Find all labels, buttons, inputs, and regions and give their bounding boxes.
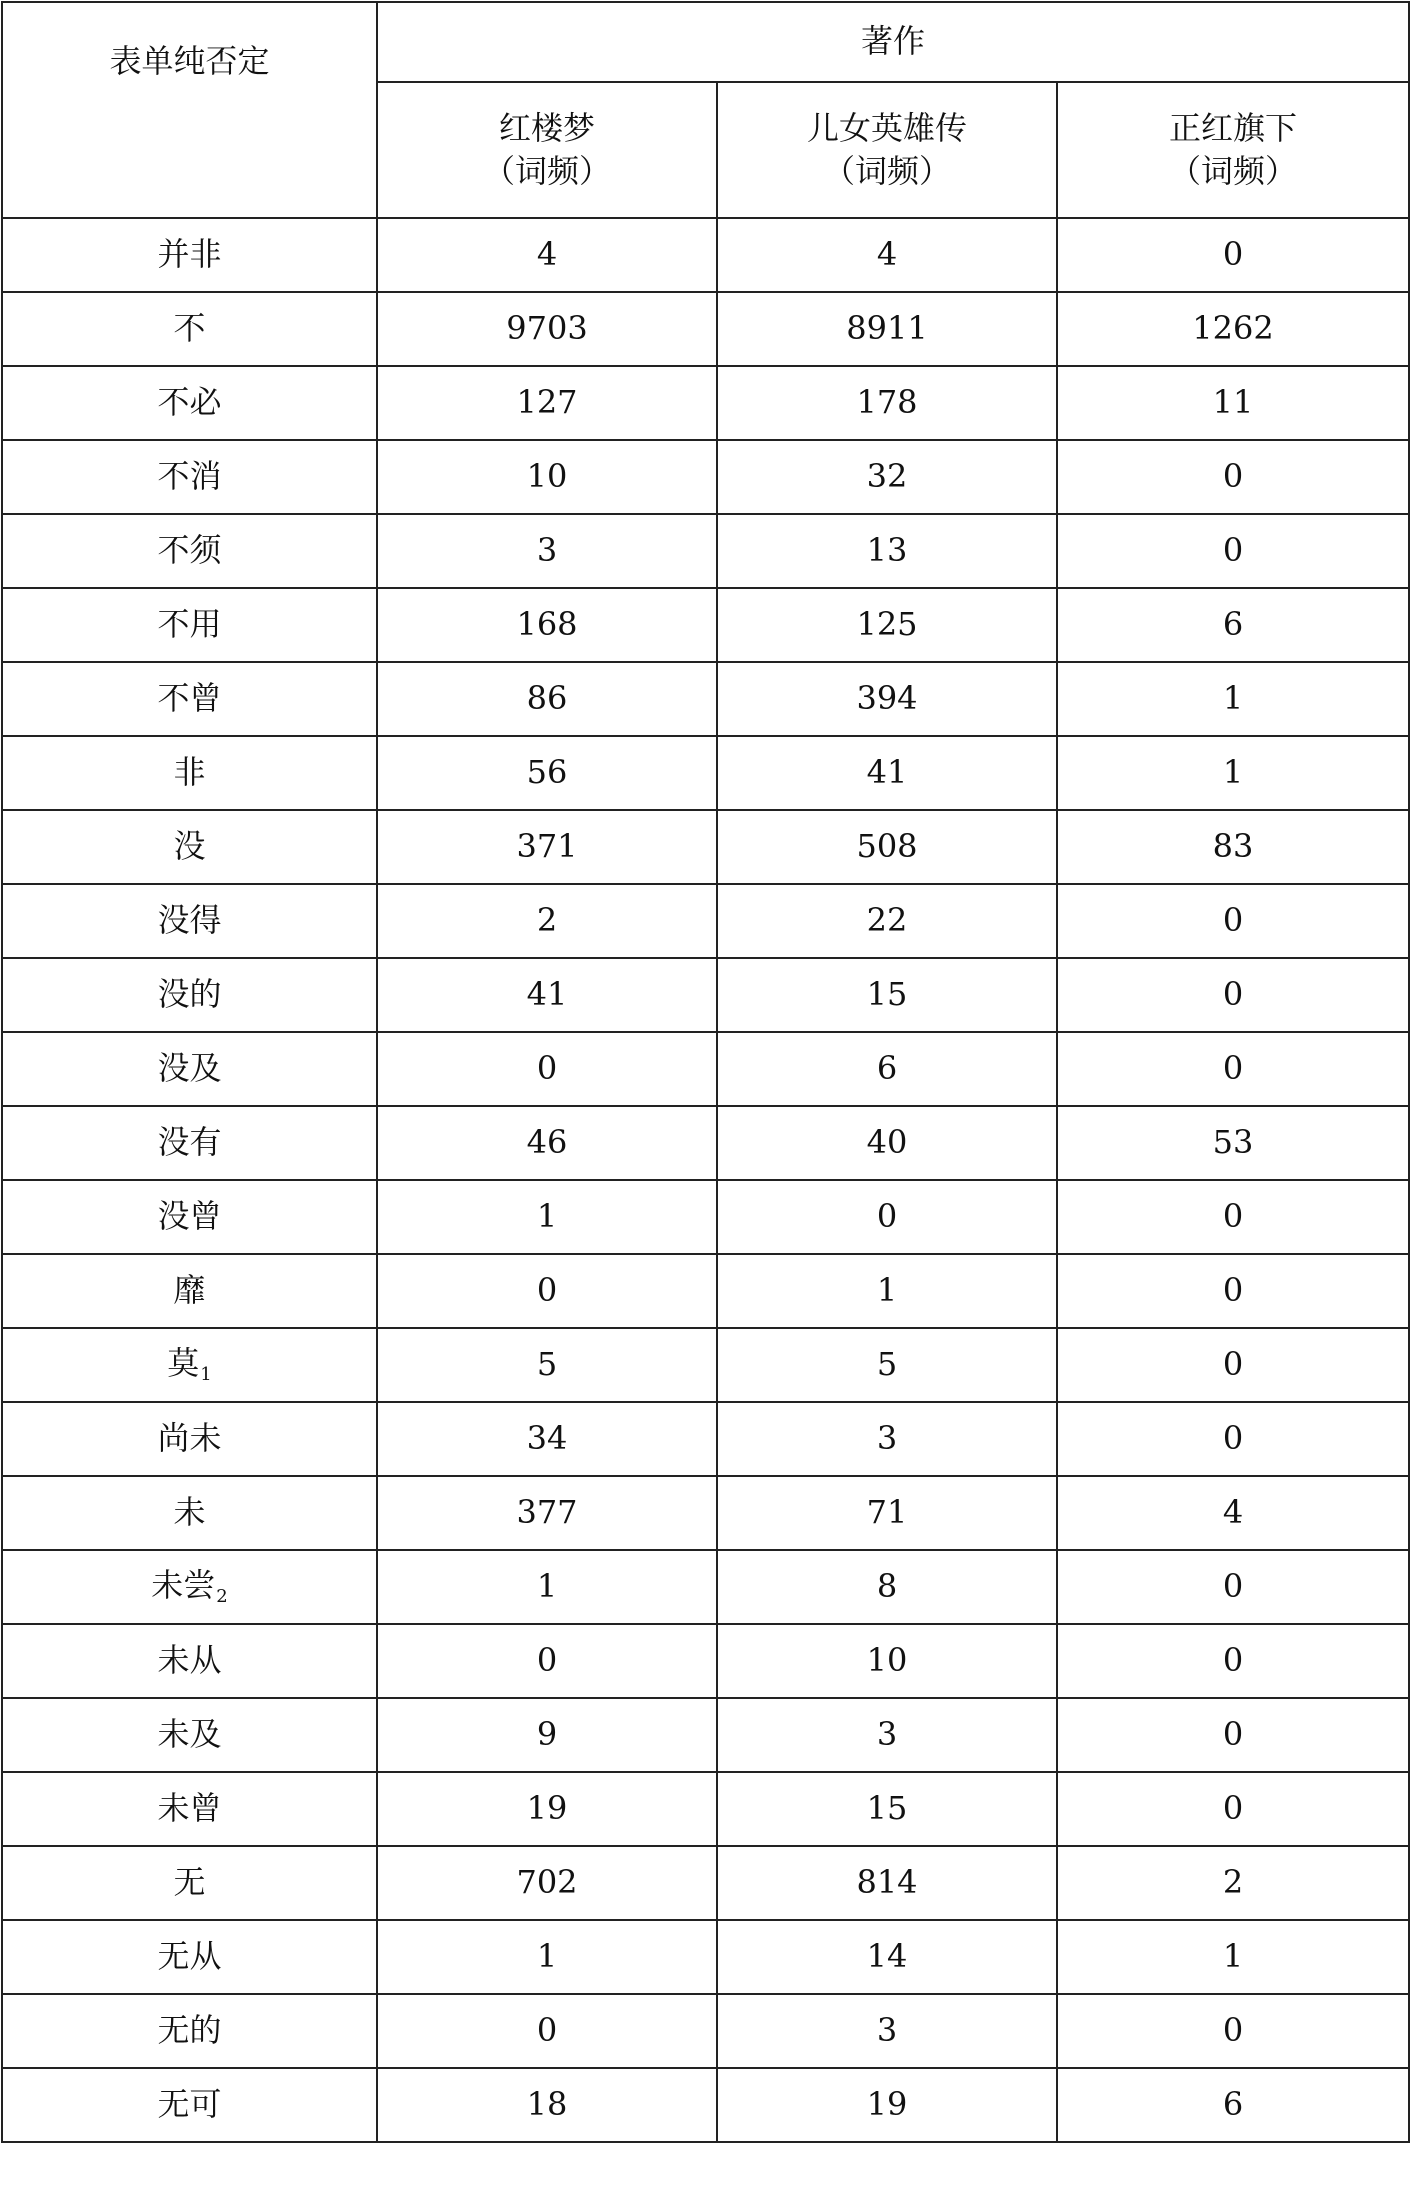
value-cell: 0 [1057, 1328, 1409, 1402]
value-cell: 4 [377, 218, 717, 292]
value-cell: 125 [717, 588, 1057, 662]
value-cell: 19 [717, 2068, 1057, 2142]
column-title: 儿女英雄传 [806, 108, 967, 147]
table-row [2, 514, 1409, 588]
value-cell: 1 [377, 1920, 717, 1994]
table-row [2, 218, 1409, 292]
row-label: 不须 [157, 531, 222, 570]
value-cell: 1 [377, 1180, 717, 1254]
value-cell: 0 [1057, 1772, 1409, 1846]
table-row [2, 1402, 1409, 1476]
value-cell: 0 [1057, 1550, 1409, 1624]
table-row [2, 884, 1409, 958]
value-cell: 71 [717, 1476, 1057, 1550]
table-row [2, 1032, 1409, 1106]
value-cell: 394 [717, 662, 1057, 736]
value-cell: 14 [717, 1920, 1057, 1994]
corner-header-cell [2, 2, 377, 218]
table-row [2, 440, 1409, 514]
value-cell: 0 [717, 1180, 1057, 1254]
value-cell: 56 [377, 736, 717, 810]
row-label: 非 [173, 753, 206, 792]
column-unit: （词频） [482, 152, 611, 190]
value-cell: 0 [377, 1994, 717, 2068]
value-cell: 10 [377, 440, 717, 514]
value-cell: 1 [1057, 736, 1409, 810]
row-label: 尚未 [157, 1419, 222, 1458]
table-row [2, 1846, 1409, 1920]
row-label: 未尝 [151, 1566, 216, 1605]
table-row [2, 1920, 1409, 1994]
value-cell: 0 [1057, 1254, 1409, 1328]
value-cell: 508 [717, 810, 1057, 884]
value-cell: 5 [717, 1328, 1057, 1402]
value-cell: 22 [717, 884, 1057, 958]
row-label: 无从 [157, 1937, 222, 1976]
row-label-cell [2, 1328, 377, 1402]
frequency-table [1, 1, 1410, 2143]
row-label: 未 [173, 1493, 206, 1532]
table-row [2, 1698, 1409, 1772]
row-label-cell [2, 1994, 377, 2068]
value-cell: 5 [377, 1328, 717, 1402]
row-label: 无可 [157, 2085, 222, 2124]
value-cell: 0 [1057, 1402, 1409, 1476]
value-cell: 6 [717, 1032, 1057, 1106]
row-label-cell [2, 958, 377, 1032]
row-label-cell [2, 2068, 377, 2142]
row-label-cell [2, 514, 377, 588]
table-row [2, 1476, 1409, 1550]
row-label-cell [2, 810, 377, 884]
row-label-cell [2, 218, 377, 292]
row-label: 没的 [157, 975, 222, 1014]
value-cell: 32 [717, 440, 1057, 514]
value-cell: 1 [1057, 1920, 1409, 1994]
value-cell: 2 [1057, 1846, 1409, 1920]
value-cell: 1 [717, 1254, 1057, 1328]
row-label-cell [2, 1106, 377, 1180]
row-label: 不用 [157, 605, 222, 644]
row-label: 不曾 [157, 679, 222, 718]
value-cell: 4 [1057, 1476, 1409, 1550]
row-label-cell [2, 1254, 377, 1328]
row-label: 靡 [173, 1271, 206, 1310]
value-cell: 3 [377, 514, 717, 588]
row-label-cell [2, 440, 377, 514]
group-header-cell: 著作 [377, 2, 1409, 82]
table-row [2, 1994, 1409, 2068]
column-header [1057, 82, 1409, 218]
value-cell: 0 [1057, 440, 1409, 514]
table-row [2, 1624, 1409, 1698]
row-label-cell [2, 884, 377, 958]
value-cell: 0 [1057, 514, 1409, 588]
row-label-cell [2, 292, 377, 366]
value-cell: 86 [377, 662, 717, 736]
value-cell: 0 [1057, 1994, 1409, 2068]
column-title: 正红旗下 [1169, 108, 1298, 147]
value-cell: 377 [377, 1476, 717, 1550]
row-label: 无的 [157, 2011, 222, 2050]
value-cell: 168 [377, 588, 717, 662]
table-row [2, 958, 1409, 1032]
table-row [2, 662, 1409, 736]
row-label: 没曾 [157, 1197, 222, 1236]
value-cell: 3 [717, 1402, 1057, 1476]
column-header [717, 82, 1057, 218]
value-cell: 127 [377, 366, 717, 440]
value-cell: 10 [717, 1624, 1057, 1698]
value-cell: 1 [377, 1550, 717, 1624]
value-cell: 0 [1057, 1032, 1409, 1106]
column-unit: （词频） [1169, 152, 1298, 190]
row-label: 不必 [157, 383, 222, 422]
value-cell: 15 [717, 1772, 1057, 1846]
row-label: 未曾 [157, 1789, 222, 1828]
row-label-cell [2, 1402, 377, 1476]
value-cell: 814 [717, 1846, 1057, 1920]
value-cell: 11 [1057, 366, 1409, 440]
row-label-cell [2, 366, 377, 440]
value-cell: 8911 [717, 292, 1057, 366]
value-cell: 41 [717, 736, 1057, 810]
value-cell: 0 [1057, 1624, 1409, 1698]
value-cell: 3 [717, 1994, 1057, 2068]
table-row [2, 1550, 1409, 1624]
row-label-cell [2, 588, 377, 662]
value-cell: 41 [377, 958, 717, 1032]
value-cell: 53 [1057, 1106, 1409, 1180]
row-label-cell [2, 1846, 377, 1920]
corner-header-label: 表单纯否定 [109, 42, 270, 80]
value-cell: 0 [377, 1032, 717, 1106]
row-label: 不消 [157, 457, 222, 496]
value-cell: 178 [717, 366, 1057, 440]
row-label-cell [2, 1550, 377, 1624]
row-label-cell [2, 1476, 377, 1550]
value-cell: 9 [377, 1698, 717, 1772]
value-cell: 8 [717, 1550, 1057, 1624]
table-row [2, 1106, 1409, 1180]
value-cell: 0 [1057, 1698, 1409, 1772]
row-label-subscript: 1 [200, 1364, 212, 1386]
table-row [2, 2068, 1409, 2142]
table-row [2, 1180, 1409, 1254]
row-label-cell [2, 736, 377, 810]
value-cell: 0 [1057, 958, 1409, 1032]
table-row [2, 588, 1409, 662]
row-label-cell [2, 1032, 377, 1106]
row-label-cell [2, 1698, 377, 1772]
value-cell: 18 [377, 2068, 717, 2142]
value-cell: 0 [1057, 218, 1409, 292]
value-cell: 702 [377, 1846, 717, 1920]
row-label: 没有 [157, 1123, 222, 1162]
value-cell: 371 [377, 810, 717, 884]
value-cell: 6 [1057, 2068, 1409, 2142]
column-header [377, 82, 717, 218]
value-cell: 2 [377, 884, 717, 958]
value-cell: 1 [1057, 662, 1409, 736]
value-cell: 9703 [377, 292, 717, 366]
row-label: 莫 [167, 1344, 200, 1383]
row-label-cell [2, 1624, 377, 1698]
table-row [2, 1254, 1409, 1328]
value-cell: 83 [1057, 810, 1409, 884]
value-cell: 4 [717, 218, 1057, 292]
value-cell: 0 [1057, 1180, 1409, 1254]
table-body [2, 218, 1409, 2142]
value-cell: 0 [377, 1254, 717, 1328]
row-label: 没及 [157, 1049, 222, 1088]
row-label: 无 [173, 1863, 206, 1902]
value-cell: 40 [717, 1106, 1057, 1180]
value-cell: 0 [377, 1624, 717, 1698]
table-row [2, 736, 1409, 810]
value-cell: 19 [377, 1772, 717, 1846]
row-label: 没 [173, 827, 206, 866]
row-label: 并非 [157, 235, 222, 274]
value-cell: 46 [377, 1106, 717, 1180]
table-row [2, 1328, 1409, 1402]
row-label-cell [2, 662, 377, 736]
table-row [2, 1772, 1409, 1846]
value-cell: 15 [717, 958, 1057, 1032]
row-label: 未从 [157, 1641, 222, 1680]
table-row [2, 810, 1409, 884]
row-label: 未及 [157, 1715, 222, 1754]
table-row [2, 292, 1409, 366]
row-label-cell [2, 1920, 377, 1994]
value-cell: 34 [377, 1402, 717, 1476]
column-title: 红楼梦 [498, 108, 595, 147]
column-unit: （词频） [822, 152, 951, 190]
row-label-cell [2, 1180, 377, 1254]
value-cell: 3 [717, 1698, 1057, 1772]
row-label: 没得 [157, 901, 222, 940]
value-cell: 0 [1057, 884, 1409, 958]
table-row [2, 366, 1409, 440]
row-label: 不 [173, 309, 206, 348]
header-row-group [2, 2, 1409, 82]
row-label-subscript: 2 [216, 1586, 228, 1608]
row-label-cell [2, 1772, 377, 1846]
value-cell: 6 [1057, 588, 1409, 662]
value-cell: 1262 [1057, 292, 1409, 366]
value-cell: 13 [717, 514, 1057, 588]
